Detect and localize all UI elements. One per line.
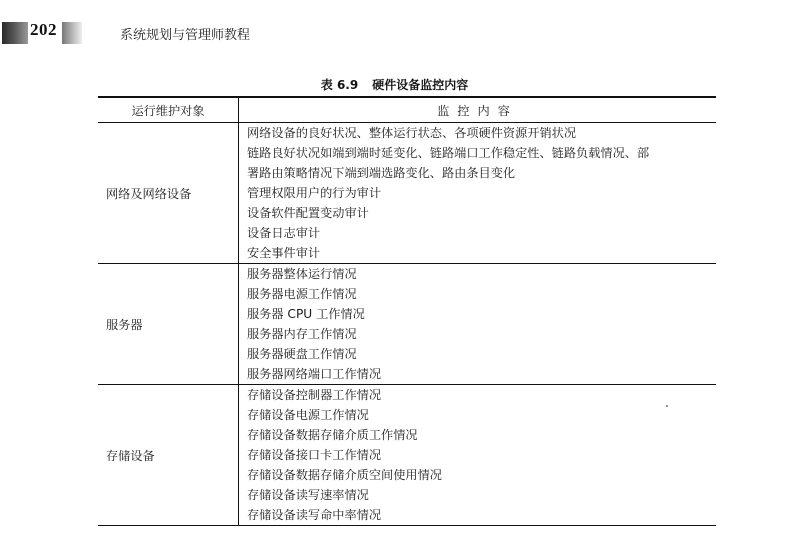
content-item: 链路良好状况如端到端时延变化、链路端口工作稳定性、链路负载情况、部 (247, 146, 650, 160)
page-header (0, 18, 789, 50)
content-item: 存储设备读写速率情况 (247, 488, 369, 502)
category-server: 服务器 (98, 264, 239, 385)
table-row-storage (98, 385, 716, 526)
content-item: 设备软件配置变动审计 (247, 206, 369, 220)
page-number: 202 (30, 20, 57, 39)
content-item: 署路由策略情况下端到端选路变化、路由条目变化 (247, 166, 516, 180)
table-row-network (98, 123, 716, 264)
content-item: 服务器电源工作情况 (247, 287, 357, 301)
scan-artifact-dot (666, 405, 668, 407)
content-server (239, 264, 717, 385)
monitoring-table (98, 96, 716, 526)
content-item: 服务器 CPU 工作情况 (247, 307, 365, 321)
content-item: 存储设备数据存储介质工作情况 (247, 428, 418, 442)
table-number: 表 6.9 (320, 78, 359, 92)
content-item: 安全事件审计 (247, 246, 321, 260)
header-decor-block (2, 22, 28, 44)
content-item: 管理权限用户的行为审计 (247, 186, 382, 200)
book-title: 系统规划与管理师教程 (120, 28, 251, 43)
content-item: 服务器网络端口工作情况 (247, 367, 382, 381)
table-caption (0, 76, 789, 93)
header-category: 运行维护对象 (98, 97, 239, 123)
content-storage (239, 385, 717, 526)
table-header-row (98, 97, 716, 123)
content-network (239, 123, 717, 264)
content-item: 服务器硬盘工作情况 (247, 347, 357, 361)
table-title: 硬件设备监控内容 (372, 78, 469, 92)
table-row-server (98, 264, 716, 385)
header-decor-fade (62, 22, 82, 44)
category-storage: 存储设备 (98, 385, 239, 526)
content-item: 存储设备接口卡工作情况 (247, 448, 382, 462)
content-item: 存储设备电源工作情况 (247, 408, 369, 422)
content-item: 存储设备读写命中率情况 (247, 508, 382, 522)
content-item: 存储设备数据存储介质空间使用情况 (247, 468, 442, 482)
content-item: 设备日志审计 (247, 226, 321, 240)
content-item: 存储设备控制器工作情况 (247, 388, 382, 402)
header-content: 监控内容 (239, 97, 717, 123)
content-item: 服务器内存工作情况 (247, 327, 357, 341)
content-item: 网络设备的良好状况、整体运行状态、各项硬件资源开销状况 (247, 126, 577, 140)
content-item: 服务器整体运行情况 (247, 267, 357, 281)
category-network: 网络及网络设备 (98, 123, 239, 264)
